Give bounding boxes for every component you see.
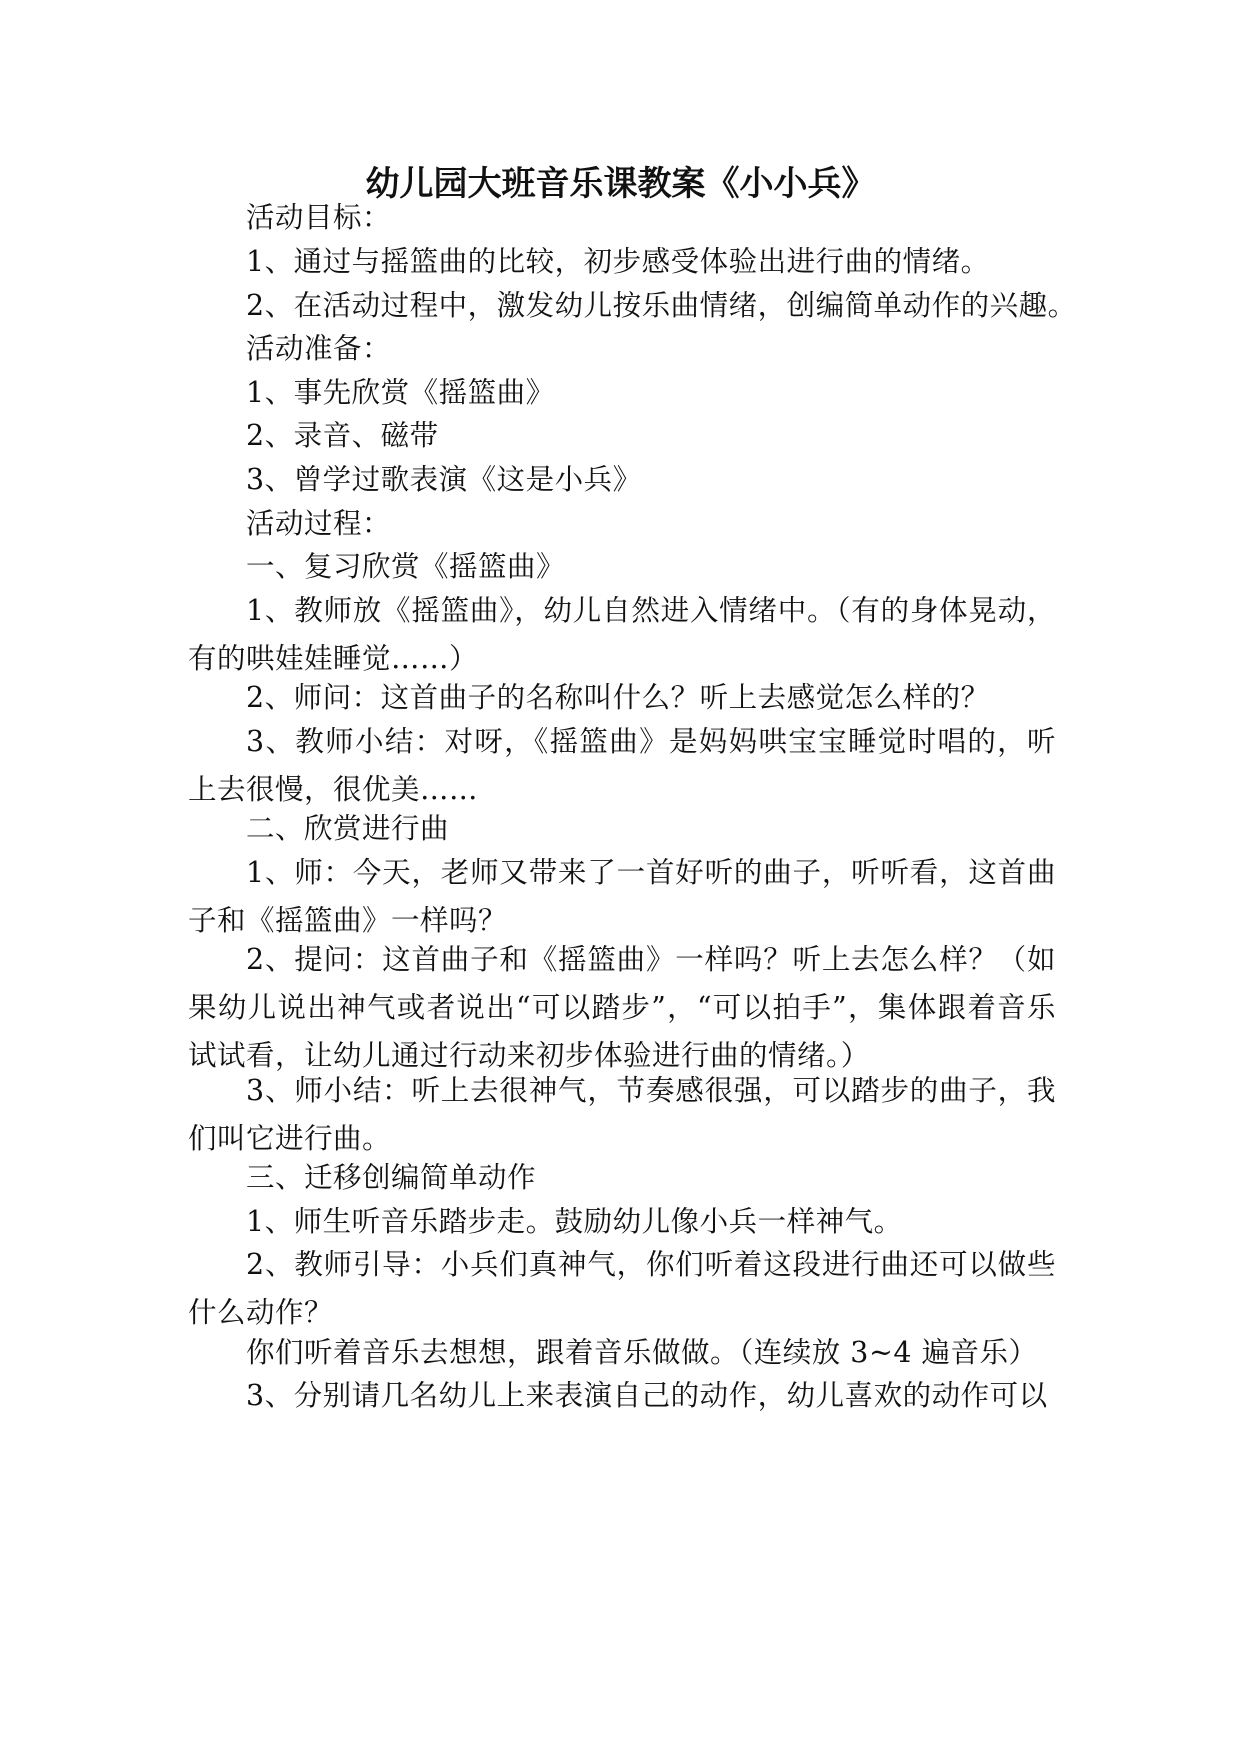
paragraph-goal-2: 2、在活动过程中，激发幼儿按乐曲情绪，创编简单动作的兴趣。 (246, 289, 1077, 322)
paragraph-section-3-heading: 三、迁移创编简单动作 (246, 1161, 537, 1194)
paragraph-section-3-item-3: 3、分别请几名幼儿上来表演自己的动作，幼儿喜欢的动作可以 (246, 1379, 1048, 1412)
document-title: 幼儿园大班音乐课教案《小小兵》 (365, 164, 876, 204)
paragraph-section-2-heading: 二、欣赏进行曲 (246, 812, 450, 845)
paragraph-section-3-item-1: 1、师生听音乐踏步走。鼓励幼儿像小兵一样神气。 (246, 1205, 903, 1238)
paragraph-section-3-note: 你们听着音乐去想想，跟着音乐做做。（连续放 3~4 遍音乐） (246, 1336, 1038, 1369)
paragraph-section-1-item-1: 1、教师放《摇篮曲》，幼儿自然进入情绪中。（有的身体晃动，有的哄娃娃睡觉……） (188, 594, 1056, 675)
paragraph-section-1-heading: 一、复习欣赏《摇篮曲》 (246, 550, 566, 583)
paragraph-prep-1: 1、事先欣赏《摇篮曲》 (246, 376, 555, 409)
paragraph-prep-2: 2、录音、磁带 (246, 419, 439, 452)
paragraph-section-1-item-3: 3、教师小结：对呀，《摇篮曲》是妈妈哄宝宝睡觉时唱的，听上去很慢，很优美…… (188, 725, 1056, 806)
paragraph-section-2-item-2: 2、提问：这首曲子和《摇篮曲》一样吗？听上去怎么样？（如果幼儿说出神气或者说出“可以踏步”，“可以拍手”，集体跟着音乐试试看，让幼儿通过行动来初步体验进行曲的情绪。） (188, 943, 1056, 1072)
paragraph-section-2-item-3: 3、师小结：听上去很神气，节奏感很强，可以踏步的曲子，我们叫它进行曲。 (188, 1074, 1056, 1155)
paragraph-goals-heading: 活动目标： (246, 201, 392, 234)
paragraph-goal-1: 1、通过与摇篮曲的比较，初步感受体验出进行曲的情绪。 (246, 245, 990, 278)
paragraph-prep-heading: 活动准备： (246, 332, 392, 365)
paragraph-section-2-item-1: 1、师：今天，老师又带来了一首好听的曲子，听听看，这首曲子和《摇篮曲》一样吗？ (188, 856, 1056, 937)
paragraph-process-heading: 活动过程： (246, 507, 392, 540)
paragraph-prep-3: 3、曾学过歌表演《这是小兵》 (246, 463, 642, 496)
paragraph-section-3-item-2: 2、教师引导：小兵们真神气，你们听着这段进行曲还可以做些什么动作？ (188, 1248, 1056, 1329)
paragraph-section-1-item-2: 2、师问：这首曲子的名称叫什么？听上去感觉怎么样的？ (246, 681, 990, 714)
